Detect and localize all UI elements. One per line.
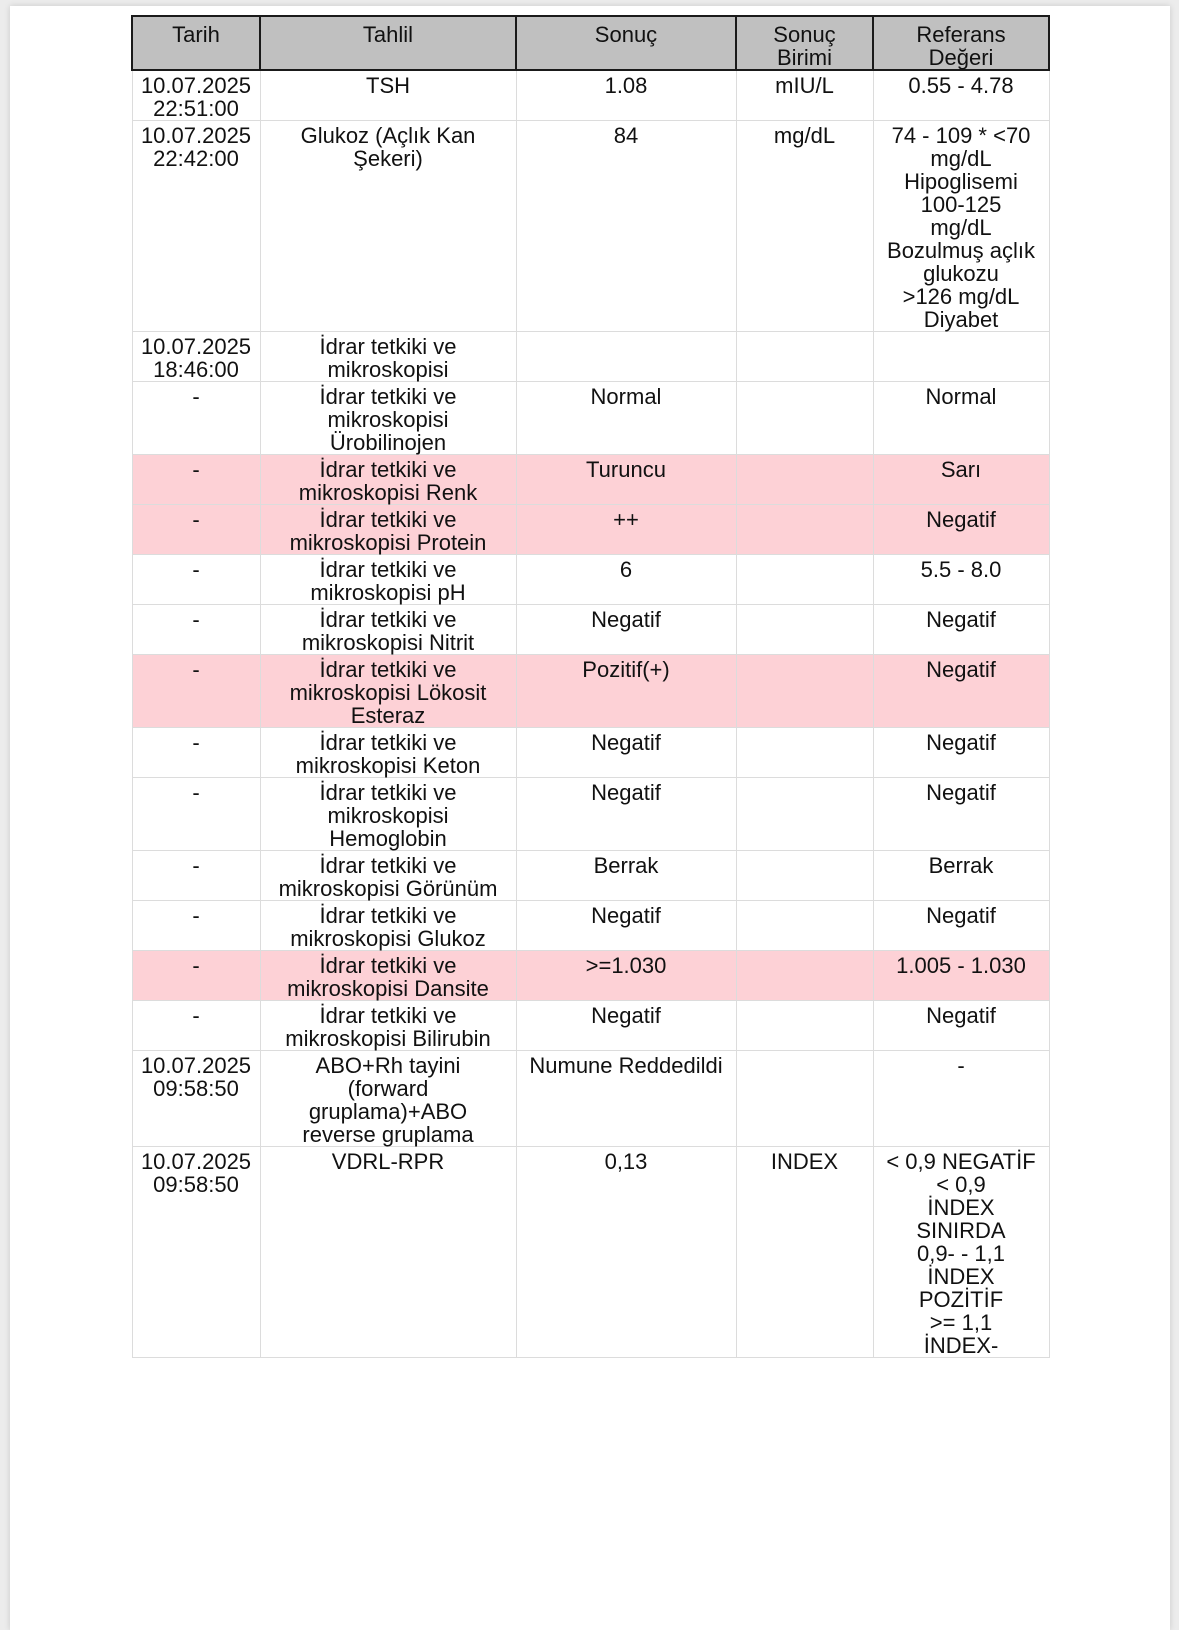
- cell-reference: Negatif: [873, 655, 1049, 728]
- cell-reference: [873, 332, 1049, 382]
- cell-unit: [736, 455, 873, 505]
- cell-unit: [736, 901, 873, 951]
- cell-unit: [736, 728, 873, 778]
- cell-date: -: [132, 505, 260, 555]
- table-body: [132, 70, 1049, 1358]
- cell-result: Negatif: [516, 901, 736, 951]
- cell-date: -: [132, 382, 260, 455]
- cell-unit: INDEX: [736, 1147, 873, 1358]
- cell-result: Berrak: [516, 851, 736, 901]
- cell-result: 1.08: [516, 70, 736, 121]
- cell-reference: Negatif: [873, 1001, 1049, 1051]
- cell-result: ++: [516, 505, 736, 555]
- table-row-abnormal: [132, 455, 1049, 505]
- cell-date: 10.07.2025 09:58:50: [132, 1147, 260, 1358]
- cell-reference: Normal: [873, 382, 1049, 455]
- cell-date: 10.07.2025 09:58:50: [132, 1051, 260, 1147]
- cell-reference: Negatif: [873, 901, 1049, 951]
- cell-date: 10.07.2025 18:46:00: [132, 332, 260, 382]
- cell-test: İdrar tetkiki ve mikroskopisi Bilirubin: [260, 1001, 516, 1051]
- cell-test: VDRL-RPR: [260, 1147, 516, 1358]
- cell-test: İdrar tetkiki ve mikroskopisi: [260, 332, 516, 382]
- cell-reference: Negatif: [873, 778, 1049, 851]
- header-unit: Sonuç Birimi: [736, 16, 873, 70]
- cell-unit: [736, 851, 873, 901]
- header-row: [132, 16, 1049, 70]
- cell-unit: [736, 655, 873, 728]
- cell-reference: 0.55 - 4.78: [873, 70, 1049, 121]
- cell-unit: [736, 951, 873, 1001]
- cell-date: -: [132, 728, 260, 778]
- header-test: Tahlil: [260, 16, 516, 70]
- cell-result: Negatif: [516, 1001, 736, 1051]
- cell-test: İdrar tetkiki ve mikroskopisi Hemoglobin: [260, 778, 516, 851]
- cell-date: -: [132, 951, 260, 1001]
- cell-date: -: [132, 655, 260, 728]
- table-row: [132, 382, 1049, 455]
- cell-reference: Negatif: [873, 605, 1049, 655]
- table-row: [132, 1147, 1049, 1358]
- cell-result: 6: [516, 555, 736, 605]
- cell-unit: [736, 332, 873, 382]
- cell-test: TSH: [260, 70, 516, 121]
- table-row: [132, 121, 1049, 332]
- cell-test: İdrar tetkiki ve mikroskopisi Lökosit Esteraz: [260, 655, 516, 728]
- header-date: Tarih: [132, 16, 260, 70]
- cell-result: Numune Reddedildi: [516, 1051, 736, 1147]
- cell-result: Normal: [516, 382, 736, 455]
- table-row-abnormal: [132, 655, 1049, 728]
- cell-unit: [736, 605, 873, 655]
- cell-date: -: [132, 455, 260, 505]
- cell-unit: mIU/L: [736, 70, 873, 121]
- cell-result: >=1.030: [516, 951, 736, 1001]
- cell-reference: < 0,9 NEGATİF < 0,9 İNDEX SINIRDA 0,9- - 1,1 İNDEX POZİTİF >= 1,1 İNDEX-: [873, 1147, 1049, 1358]
- cell-date: -: [132, 901, 260, 951]
- cell-reference: Negatif: [873, 505, 1049, 555]
- cell-reference: -: [873, 1051, 1049, 1147]
- cell-date: -: [132, 605, 260, 655]
- cell-date: -: [132, 555, 260, 605]
- cell-unit: [736, 555, 873, 605]
- table-row-abnormal: [132, 505, 1049, 555]
- cell-reference: Negatif: [873, 728, 1049, 778]
- cell-unit: [736, 382, 873, 455]
- cell-date: -: [132, 1001, 260, 1051]
- table-row: [132, 605, 1049, 655]
- cell-test: İdrar tetkiki ve mikroskopisi Ürobilinojen: [260, 382, 516, 455]
- header-result: Sonuç: [516, 16, 736, 70]
- cell-date: -: [132, 851, 260, 901]
- cell-test: ABO+Rh tayini (forward gruplama)+ABO reverse gruplama: [260, 1051, 516, 1147]
- cell-test: İdrar tetkiki ve mikroskopisi Dansite: [260, 951, 516, 1001]
- cell-test: İdrar tetkiki ve mikroskopisi Renk: [260, 455, 516, 505]
- cell-test: İdrar tetkiki ve mikroskopisi Keton: [260, 728, 516, 778]
- table-row: [132, 901, 1049, 951]
- cell-reference: Sarı: [873, 455, 1049, 505]
- cell-reference: 5.5 - 8.0: [873, 555, 1049, 605]
- cell-unit: [736, 1051, 873, 1147]
- cell-test: İdrar tetkiki ve mikroskopisi Görünüm: [260, 851, 516, 901]
- lab-results-table: [131, 15, 1050, 1358]
- cell-unit: mg/dL: [736, 121, 873, 332]
- cell-reference: 74 - 109 * <70 mg/dL Hipoglisemi 100-125 mg/dL Bozulmuş açlık glukozu >126 mg/dL Diyabet: [873, 121, 1049, 332]
- table-row: [132, 70, 1049, 121]
- table-row-abnormal: [132, 951, 1049, 1001]
- cell-test: İdrar tetkiki ve mikroskopisi Nitrit: [260, 605, 516, 655]
- report-page: [10, 6, 1170, 1630]
- table-row: [132, 1001, 1049, 1051]
- table-row: [132, 332, 1049, 382]
- cell-result: Negatif: [516, 778, 736, 851]
- table-row: [132, 1051, 1049, 1147]
- cell-result: 84: [516, 121, 736, 332]
- cell-test: Glukoz (Açlık Kan Şekeri): [260, 121, 516, 332]
- table-row: [132, 555, 1049, 605]
- cell-date: 10.07.2025 22:42:00: [132, 121, 260, 332]
- table-row: [132, 851, 1049, 901]
- cell-result: 0,13: [516, 1147, 736, 1358]
- cell-result: Turuncu: [516, 455, 736, 505]
- header-reference: Referans Değeri: [873, 16, 1049, 70]
- cell-result: Negatif: [516, 728, 736, 778]
- table-header: [132, 16, 1049, 70]
- cell-reference: 1.005 - 1.030: [873, 951, 1049, 1001]
- cell-result: Pozitif(+): [516, 655, 736, 728]
- cell-test: İdrar tetkiki ve mikroskopisi Glukoz: [260, 901, 516, 951]
- cell-unit: [736, 1001, 873, 1051]
- cell-date: -: [132, 778, 260, 851]
- cell-unit: [736, 778, 873, 851]
- table-row: [132, 778, 1049, 851]
- cell-result: Negatif: [516, 605, 736, 655]
- cell-reference: Berrak: [873, 851, 1049, 901]
- table-row: [132, 728, 1049, 778]
- cell-unit: [736, 505, 873, 555]
- cell-test: İdrar tetkiki ve mikroskopisi pH: [260, 555, 516, 605]
- cell-test: İdrar tetkiki ve mikroskopisi Protein: [260, 505, 516, 555]
- cell-result: [516, 332, 736, 382]
- cell-date: 10.07.2025 22:51:00: [132, 70, 260, 121]
